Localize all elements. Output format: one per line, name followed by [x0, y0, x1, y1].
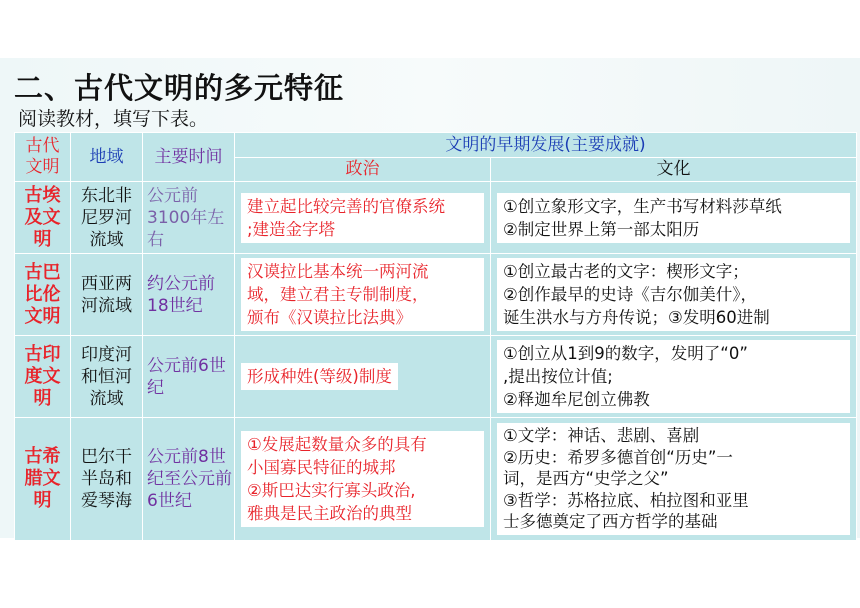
politics-line: 雅典是民主政治的典型	[247, 504, 412, 523]
culture-line: ②制定世界上第一部太阳历	[503, 219, 700, 239]
header-time: 主要时间	[143, 133, 235, 182]
civ-name: 古希腊文明	[15, 418, 71, 541]
civ-name: 古埃及文明	[15, 182, 71, 254]
civ-time: 公元前8世纪至公元前6世纪	[143, 418, 235, 541]
culture-line: ②创作最早的史诗《吉尔伽美什》，	[503, 285, 758, 304]
header-development: 文明的早期发展(主要成就)	[235, 133, 857, 158]
politics-box	[241, 363, 398, 390]
civ-region: 西亚两河流域	[71, 254, 143, 336]
politics-line: ②斯巴达实行寡头政治,	[247, 481, 416, 500]
section-title: 二、古代文明的多元特征	[14, 71, 345, 105]
culture-cell	[491, 254, 857, 336]
header-politics: 政治	[235, 158, 491, 182]
politics-line: 汉谟拉比基本统一两河流	[247, 262, 429, 281]
politics-line: ;建造金字塔	[247, 219, 336, 239]
table-row	[15, 418, 857, 541]
culture-line: ①文学：神话、悲剧、喜剧	[503, 426, 700, 446]
culture-line: 诞生洪水与方舟传说；③发明60进制	[503, 308, 770, 327]
politics-box	[241, 431, 484, 527]
culture-line: ②历史：希罗多德首创“历史”一	[503, 447, 733, 467]
politics-line: ①发展起数量众多的具有	[247, 435, 427, 454]
politics-cell	[235, 418, 491, 541]
politics-line: 颁布《汉谟拉比法典》	[247, 308, 412, 327]
politics-line: 域，建立君主专制制度，	[247, 285, 429, 304]
politics-line: 小国寡民特征的城邦	[247, 458, 396, 477]
civ-name: 古印度文明	[15, 336, 71, 418]
politics-line: 形成种姓(等级)制度	[247, 367, 392, 386]
culture-box	[497, 193, 850, 243]
culture-line: ,提出按位计值;	[503, 367, 613, 386]
civ-time: 约公元前18世纪	[143, 254, 235, 336]
header-culture: 文化	[491, 158, 857, 182]
culture-line: ①创立从1到9的数字，发明了“0”	[503, 344, 748, 363]
politics-box	[241, 193, 484, 243]
culture-box	[497, 258, 850, 331]
culture-line: 士多德奠定了西方哲学的基础	[503, 512, 718, 532]
culture-cell	[491, 336, 857, 418]
culture-cell	[491, 182, 857, 254]
table-row	[15, 254, 857, 336]
civ-time: 公元前6世纪	[143, 336, 235, 418]
culture-line: ①创立象形文字，生产书写材料莎草纸	[503, 196, 782, 216]
table-row	[15, 182, 857, 254]
politics-cell	[235, 182, 491, 254]
civ-name: 古巴比伦文明	[15, 254, 71, 336]
civilization-table	[14, 132, 857, 541]
politics-cell	[235, 336, 491, 418]
culture-box	[497, 340, 850, 413]
civ-region: 印度河和恒河流域	[71, 336, 143, 418]
culture-box	[497, 423, 850, 535]
politics-line: 建立起比较完善的官僚系统	[247, 196, 445, 216]
culture-line: ②释迦牟尼创立佛教	[503, 390, 650, 409]
culture-line: 词，是西方“史学之父”	[503, 469, 669, 489]
instruction-text: 阅读教材，填写下表。	[18, 108, 209, 130]
civ-region: 巴尔干半岛和爱琴海	[71, 418, 143, 541]
culture-cell	[491, 418, 857, 541]
header-civilization: 古代文明	[15, 133, 71, 182]
civ-time: 公元前3100年左右	[143, 182, 235, 254]
table-row	[15, 336, 857, 418]
politics-cell	[235, 254, 491, 336]
civ-region: 东北非尼罗河流域	[71, 182, 143, 254]
culture-line: ①创立最古老的文字：楔形文字；	[503, 262, 749, 281]
header-region: 地域	[71, 133, 143, 182]
culture-line: ③哲学：苏格拉底、柏拉图和亚里	[503, 490, 749, 510]
politics-box	[241, 258, 484, 331]
